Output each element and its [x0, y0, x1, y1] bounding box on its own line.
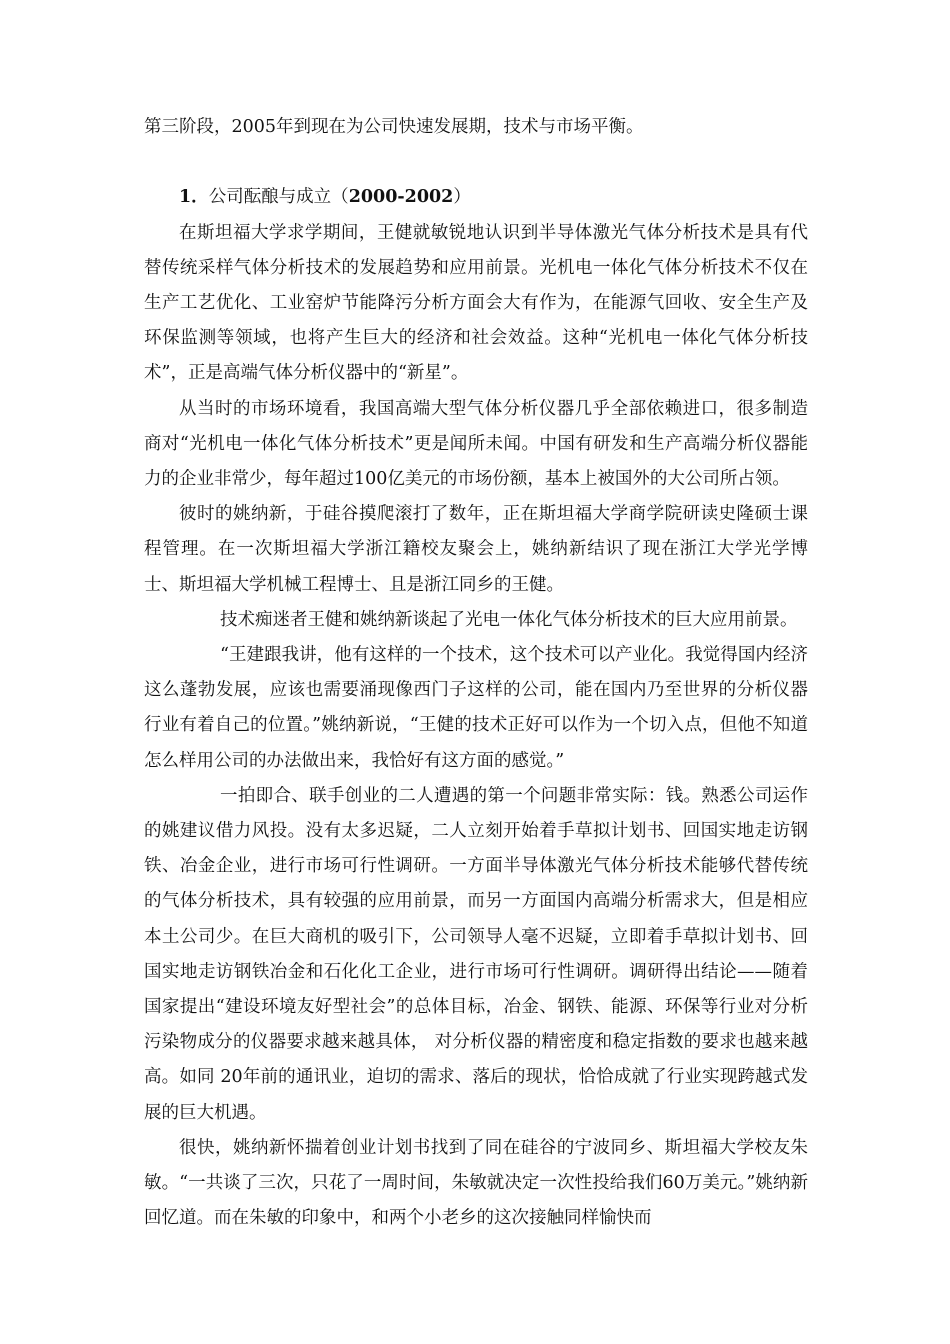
paragraph-tech-discussion: 技术痴迷者王健和姚纳新谈起了光电一体化气体分析技术的巨大应用前景。: [220, 609, 798, 630]
section-years: 2000-2002: [348, 187, 454, 208]
section-title: 公司酝酿与成立（: [208, 187, 349, 208]
paragraph-quote: “王建跟我讲，他有这样的一个技术，这个技术可以产业化。我觉得国内经济这么蓬勃发展，应该也需要涌现像西门子这样的公司，能在国内乃至世界的分析仪器行业有着自己的位置。”姚纳新说，“王健的技术正好可以作为一个切入点，但他不知道怎么样用公司的办法做出来，我恰好有这方面的感觉。”: [144, 645, 808, 771]
section-number: 1．: [179, 187, 209, 208]
section-title-close: ）: [453, 187, 471, 208]
paragraph-stanford-tech: 在斯坦福大学求学期间，王健就敏锐地认识到半导体激光气体分析技术是具有代替传统采样气体分析技术的发展趋势和应用前景。光机电一体化气体分析技术不仅在生产工艺优化、工业窑炉节能降污分析方面会大有作为，在能源气回收、安全生产及环保监测等领域，也将产生巨大的经济和社会效益。这种“光机电一体化气体分析技术”，正是高端气体分析仪器中的“新星”。: [144, 222, 808, 384]
section-heading: [144, 180, 808, 215]
paragraph-venture-funding: 一拍即合、联手创业的二人遭遇的第一个问题非常实际：钱。熟悉公司运作的姚建议借力风投。没有太多迟疑，二人立刻开始着手草拟计划书、回国实地走访钢铁、冶金企业，进行市场可行性调研。一方面半导体激光气体分析技术能够代替传统的气体分析技术，具有较强的应用前景，而另一方面国内高端分析需求大，但是相应本土公司少。在巨大商机的吸引下，公司领导人毫不迟疑，立即着手草拟计划书、回国实地走访钢铁冶金和石化化工企业，进行市场可行性调研。调研得出结论——随着国家提出“建设环境友好型社会”的总体目标，冶金、钢铁、能源、环保等行业对分析污染物成分的仪器要求越来越具体， 对分析仪器的精密度和稳定指数的要求也越来越高。如同 20年前的通讯业，迫切的需求、落后的现状，恰恰成就了行业实现跨越式发展的巨大机遇。: [144, 785, 808, 1123]
paragraph-yao-naxin: 彼时的姚纳新，于硅谷摸爬滚打了数年，正在斯坦福大学商学院研读史隆硕士课程管理。在一次斯坦福大学浙江籍校友聚会上，姚纳新结识了现在浙江大学光学博士、斯坦福大学机械工程博士、且是浙江同乡的王健。: [144, 504, 808, 595]
intro-paragraph: 第三阶段，2005年到现在为公司快速发展期，技术与市场平衡。: [144, 117, 644, 137]
document-body: [144, 110, 808, 1236]
paragraph-market-environment: 从当时的市场环境看，我国高端大型气体分析仪器几乎全部依赖进口，很多制造商对“光机电一体化气体分析技术”更是闻所未闻。中国有研发和生产高端分析仪器能力的企业非常少，每年超过100亿美元的市场份额，基本上被国外的大公司所占领。: [144, 398, 808, 490]
paragraph-zhu-min: 很快，姚纳新怀揣着创业计划书找到了同在硅谷的宁波同乡、斯坦福大学校友朱敏。“一共谈了三次，只花了一周时间，朱敏就决定一次性投给我们60万美元。”姚纳新回忆道。而在朱敏的印象中，和两个小老乡的这次接触同样愉快而: [144, 1137, 808, 1229]
